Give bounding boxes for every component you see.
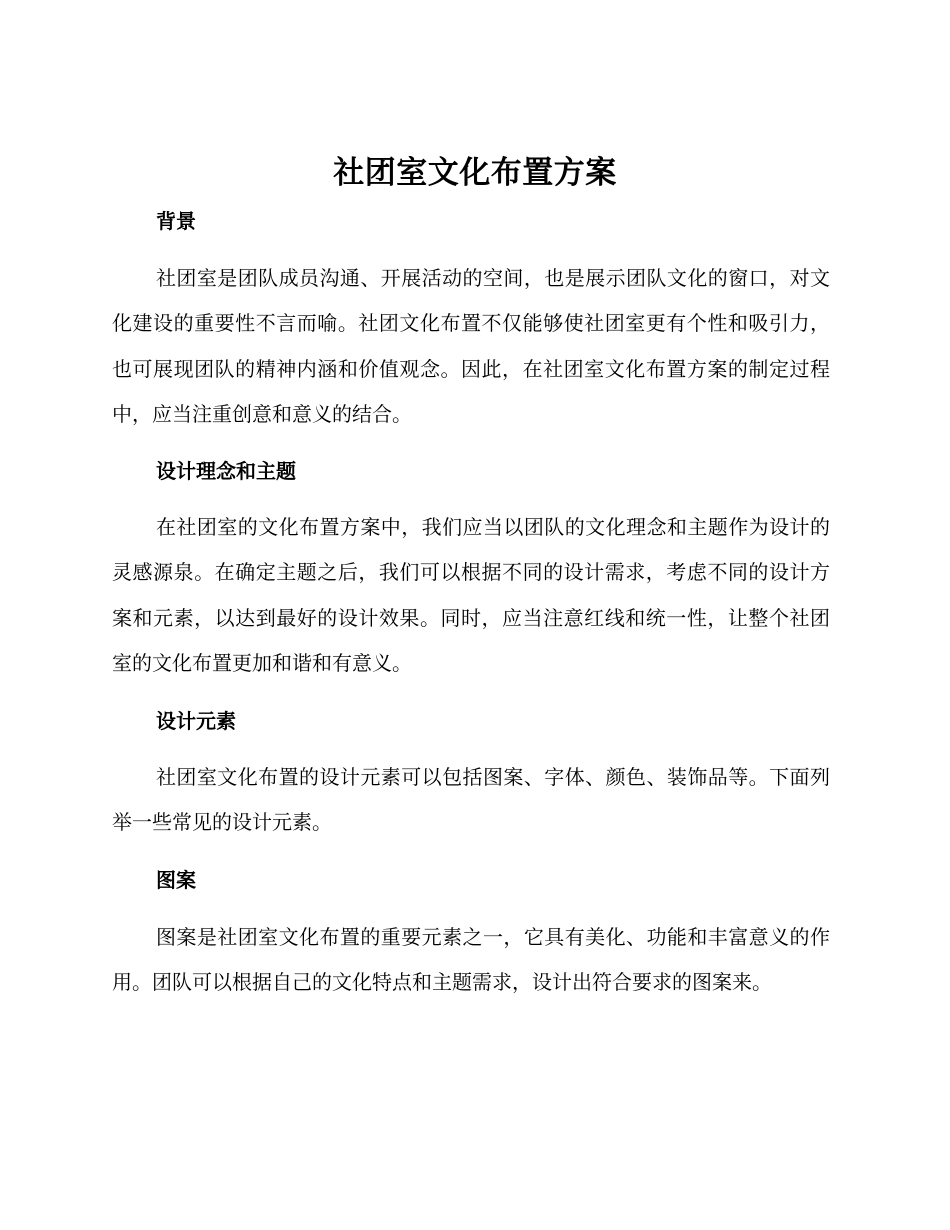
document-title: 社团室文化布置方案 <box>333 155 617 191</box>
section-heading-design-concept: 设计理念和主题 <box>156 459 296 483</box>
section-heading-background: 背景 <box>156 209 196 233</box>
section-paragraph-patterns: 图案是社团室文化布置的重要元素之一，它具有美化、功能和丰富意义的作用。团队可以根据自己的文化特点和主题需求，设计出符合要求的图案来。 <box>112 925 830 995</box>
section-paragraph-design-concept: 在社团室的文化布置方案中，我们应当以团队的文化理念和主题作为设计的灵感源泉。在确定主题之后，我们可以根据不同的设计需求，考虑不同的设计方案和元素，以达到最好的设计效果。同时，应当注意红线和统一性，让整个社团室的文化布置更加和谐和有意义。 <box>112 515 830 675</box>
section-heading-design-elements: 设计元素 <box>156 709 236 733</box>
section-heading-patterns: 图案 <box>156 868 196 892</box>
section-paragraph-design-elements: 社团室文化布置的设计元素可以包括图案、字体、颜色、装饰品等。下面列举一些常见的设计元素。 <box>112 765 830 835</box>
section-paragraph-background: 社团室是团队成员沟通、开展活动的空间，也是展示团队文化的窗口，对文化建设的重要性不言而喻。社团文化布置不仅能够使社团室更有个性和吸引力，也可展现团队的精神内涵和价值观念。因此，在社团室文化布置方案的制定过程中，应当注重创意和意义的结合。 <box>112 266 830 426</box>
